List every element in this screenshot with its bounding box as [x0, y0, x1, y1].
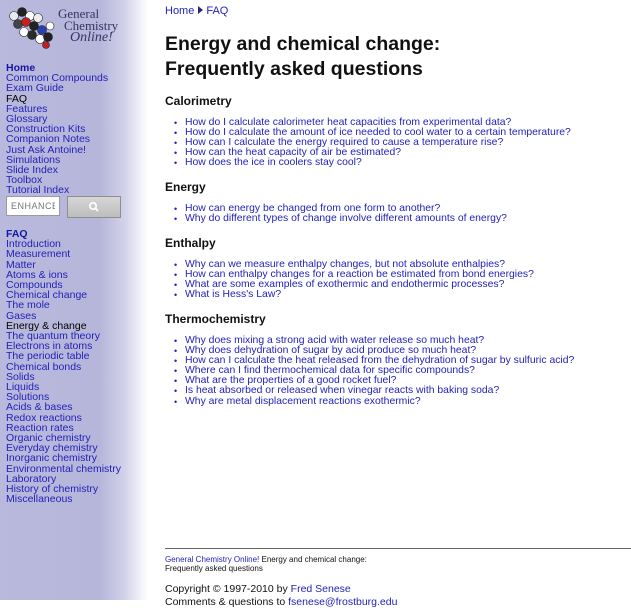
breadcrumb-arrow-icon	[198, 6, 203, 14]
comments-prefix: Comments & questions to	[165, 596, 289, 608]
nav-link-glossary[interactable]: Glossary	[6, 113, 48, 126]
question-link[interactable]	[185, 214, 507, 224]
faq-nav-link-reaction-rates[interactable]: Reaction rates	[6, 421, 74, 434]
email-link[interactable]: fsenese@frostburg.edu	[288, 596, 398, 608]
logo-text-3: Online!	[70, 30, 113, 45]
question-text[interactable]: What are the properties of a good rocket fuel?	[185, 375, 397, 387]
section-heading: Enthalpy	[165, 236, 216, 250]
breadcrumb-faq-link[interactable]: FAQ	[206, 5, 229, 17]
footer-site-link[interactable]: General Chemistry Online!	[165, 555, 260, 564]
comments-line	[165, 596, 397, 608]
faq-nav	[6, 229, 121, 504]
faq-nav-link-introduction[interactable]: Introduction	[6, 238, 61, 251]
question-link[interactable]	[185, 290, 534, 300]
question-text[interactable]: How can energy be changed from one form to another?	[185, 203, 441, 214]
faq-nav-link-chemical-bonds[interactable]: Chemical bonds	[6, 360, 82, 373]
question-link[interactable]	[185, 397, 574, 407]
question-text[interactable]: Why are metal displacement reactions exothermic?	[185, 395, 421, 407]
author-link[interactable]: Fred Senese	[290, 583, 351, 595]
section-energy	[165, 180, 631, 225]
copyright	[165, 583, 351, 595]
question-text[interactable]: How can the heat capacity of air be estimated?	[185, 147, 402, 159]
footer-text-2: Frequently asked questions	[165, 564, 263, 573]
faq-nav-link-matter[interactable]: Matter	[6, 258, 36, 271]
question-text[interactable]: What is Hess's Law?	[185, 289, 282, 301]
question-text[interactable]: Where can I find thermochemical data for specific compounds?	[185, 365, 475, 377]
nav-link-common-compounds[interactable]: Common Compounds	[6, 72, 109, 85]
page-title	[165, 32, 440, 82]
logo-text-2: Chemistry	[64, 18, 119, 33]
question-list	[185, 260, 534, 300]
faq-nav-link-liquids[interactable]: Liquids	[6, 381, 40, 394]
main-content	[165, 0, 631, 600]
faq-nav-link-faq[interactable]: FAQ	[6, 228, 28, 240]
faq-nav-link-measurement[interactable]: Measurement	[6, 248, 71, 261]
section-heading: Calorimetry	[165, 94, 232, 108]
logo-text-1: General	[58, 6, 100, 21]
site-logo[interactable]	[6, 4, 124, 50]
nav-link-features[interactable]: Features	[6, 102, 48, 115]
nav-link-construction-kits[interactable]: Construction Kits	[6, 123, 86, 136]
faq-nav-link-solutions[interactable]: Solutions	[6, 391, 50, 404]
faq-nav-link-compounds[interactable]: Compounds	[6, 279, 63, 292]
question-text[interactable]: Why does mixing a strong acid with water release so much heat?	[185, 335, 485, 346]
question-link[interactable]	[185, 158, 571, 168]
nav-link-tutorial-index[interactable]: Tutorial Index	[6, 184, 70, 197]
question-text[interactable]: Why does dehydration of sugar by acid produce so much heat?	[185, 345, 477, 357]
faq-nav-link-the-mole[interactable]: The mole	[6, 299, 50, 312]
search-icon	[68, 197, 120, 217]
question-text[interactable]: How does the ice in coolers stay cool?	[185, 157, 362, 169]
nav-link-just-ask-antoine[interactable]: Just Ask Antoine!	[6, 143, 86, 156]
faq-nav-link-the-quantum-theory[interactable]: The quantum theory	[6, 330, 100, 343]
question-text[interactable]: What are some examples of exothermic and endothermic processes?	[185, 279, 505, 291]
section-enthalpy	[165, 236, 631, 301]
question-text[interactable]: How do I calculate calorimeter heat capacities from experimental data?	[185, 117, 512, 128]
molecule-logo-icon	[6, 4, 64, 50]
section-calorimetry	[165, 94, 631, 169]
faq-nav-link-miscellaneous[interactable]: Miscellaneous	[6, 493, 73, 506]
nav-link-exam-guide[interactable]: Exam Guide	[6, 82, 64, 95]
sidebar	[0, 0, 148, 600]
question-text[interactable]: Is heat absorbed or released when vinegar reacts with baking soda?	[185, 385, 500, 397]
nav-link-companion-notes[interactable]: Companion Notes	[6, 133, 91, 146]
nav-item-faq: FAQ	[6, 92, 28, 105]
question-list	[185, 336, 574, 407]
copyright-prefix: Copyright © 1997-2010 by	[165, 583, 291, 595]
nav-item-tutorial-index[interactable]	[6, 185, 108, 195]
faq-nav-link-electrons-in-atoms[interactable]: Electrons in atoms	[6, 340, 93, 353]
faq-nav-link-atoms-and-ions[interactable]: Atoms & ions	[6, 268, 68, 281]
faq-nav-link-inorganic-chemistry[interactable]: Inorganic chemistry	[6, 452, 98, 465]
faq-nav-link-the-periodic-table[interactable]: The periodic table	[6, 350, 90, 363]
section-heading: Energy	[165, 180, 206, 194]
question-list	[185, 204, 507, 224]
nav-link-slide-index[interactable]: Slide Index	[6, 164, 58, 177]
question-text[interactable]: Why can we measure enthalpy changes, but not absolute enthalpies?	[185, 259, 506, 270]
question-text[interactable]: How can I calculate the heat released from the dehydration of sugar by sulfuric acid?	[185, 355, 575, 367]
question-text[interactable]: Why do different types of change involve different amounts of energy?	[185, 213, 507, 225]
page-title-line-1: Energy and chemical change:	[165, 33, 441, 55]
section-thermochemistry	[165, 312, 631, 407]
page-title-line-2: Frequently asked questions	[165, 58, 423, 80]
search-input[interactable]	[6, 196, 60, 216]
faq-nav-link-organic-chemistry[interactable]: Organic chemistry	[6, 432, 91, 445]
breadcrumb	[165, 5, 228, 17]
nav-link-home[interactable]: Home	[6, 62, 36, 74]
footer-breadcrumb	[165, 555, 367, 573]
faq-nav-link-acids-and-bases[interactable]: Acids & bases	[6, 401, 73, 414]
faq-nav-link-history-of-chemistry[interactable]: History of chemistry	[6, 483, 99, 496]
faq-nav-link-redox-reactions[interactable]: Redox reactions	[6, 411, 82, 424]
faq-nav-link-solids[interactable]: Solids	[6, 370, 35, 383]
faq-nav-link-chemical-change[interactable]: Chemical change	[6, 289, 88, 302]
faq-nav-link-gases[interactable]: Gases	[6, 309, 37, 322]
footer-divider	[165, 548, 631, 549]
faq-nav-item-energy-and-change: Energy & change	[6, 319, 87, 332]
section-heading: Thermochemistry	[165, 312, 266, 326]
nav-link-toolbox[interactable]: Toolbox	[6, 174, 43, 187]
question-text[interactable]: How do I calculate the amount of ice needed to cool water to a certain temperature?	[185, 127, 571, 139]
faq-nav-link-laboratory[interactable]: Laboratory	[6, 472, 57, 485]
breadcrumb-home-link[interactable]: Home	[165, 5, 195, 17]
question-list	[185, 118, 571, 168]
question-text[interactable]: How can I calculate the energy required to cause a temperature rise?	[185, 137, 504, 149]
footer-text-1: Energy and chemical change:	[259, 555, 367, 564]
question-text[interactable]: How can enthalpy changes for a reaction be estimated from bond energies?	[185, 269, 534, 281]
faq-nav-link-everyday-chemistry[interactable]: Everyday chemistry	[6, 442, 98, 455]
faq-nav-item-miscellaneous[interactable]	[6, 494, 121, 504]
nav-link-simulations[interactable]: Simulations	[6, 153, 61, 166]
search-button[interactable]	[67, 196, 121, 218]
primary-nav	[6, 63, 108, 196]
faq-nav-link-environmental-chemistry[interactable]: Environmental chemistry	[6, 462, 121, 475]
